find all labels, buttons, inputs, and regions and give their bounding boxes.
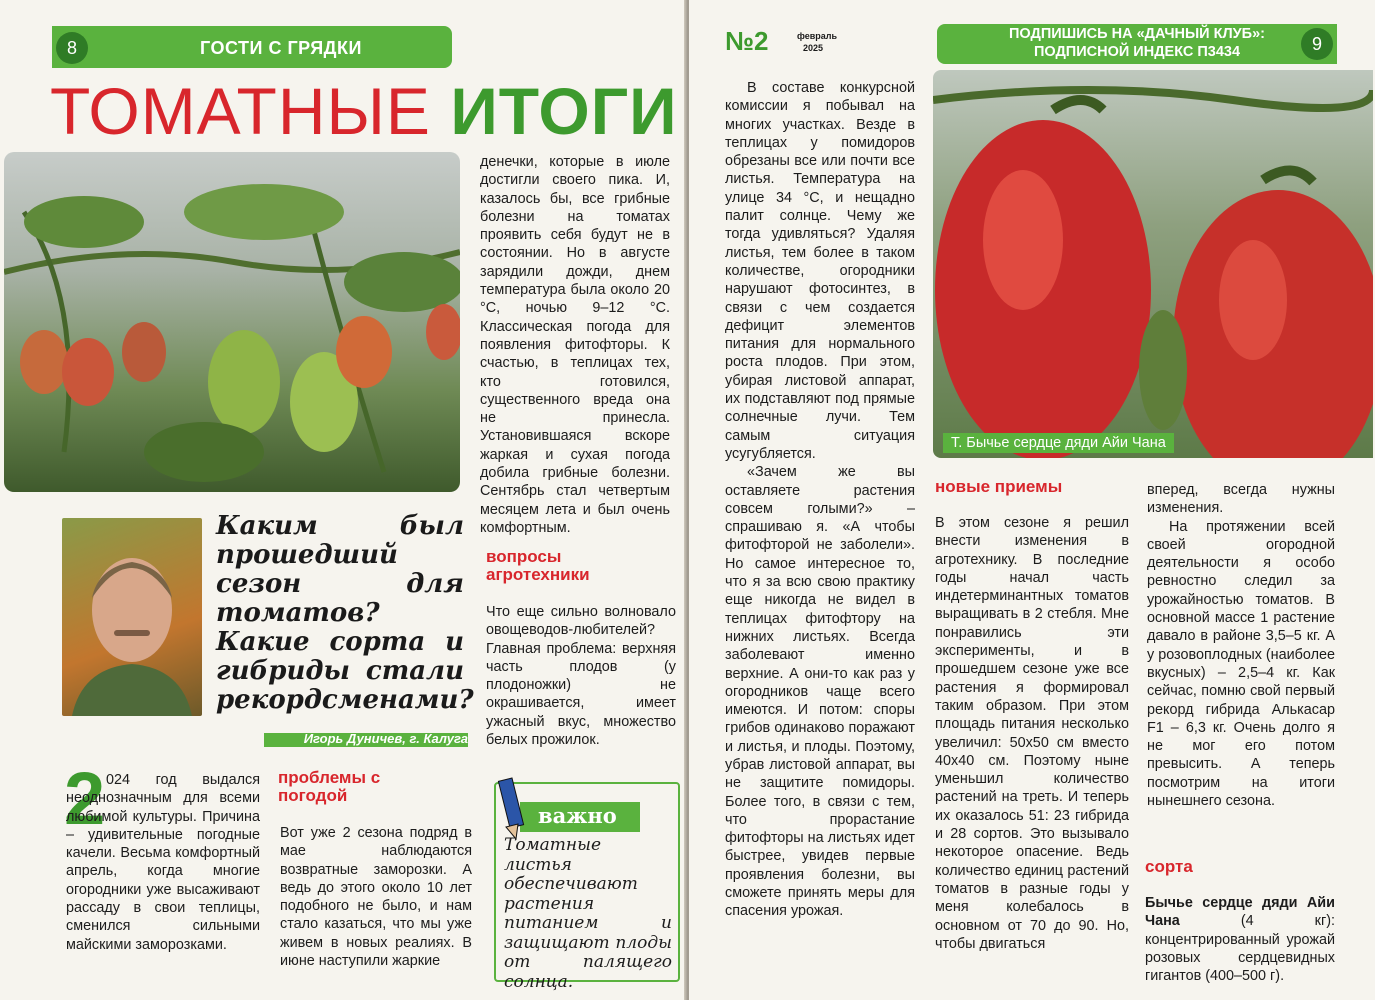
sort-text: (4 кг): концентрированный урожай розовых сердцевидных гигантов (400–500 г).	[1145, 913, 1335, 985]
sort-name: Бычье сердце дяди Айи Чана	[1145, 895, 1335, 930]
title-green: ИТОГИ	[450, 74, 678, 148]
right-text-col-1: В составе конкурсной комиссии я побывал на многих участках. Везде в теплицах у помидоров обрезаны все или почти все листья. Температура на улице 34 °С, и нещадно палит солнце. Чему же тогда удивляться? Удаляя листья, тем более в таком количестве, огородники нарушают фотосинтез, в связи с чем создается дефицит элементов питания для нормального роста плодов. При этом, убирая листовой аппарат, их подставляют под прямые солнечные лучи. Тем самым ситуация усугубляется. «Зачем же вы оставляете растения совсем голыми?» – спрашиваю я. «А чтобы фитофторой не заболели». Но самое интересное то, что я за всю свою практику еще никогда не видел в теплицах фитофтору на нижних листьях. Всегда заболевают именно верхние. А они-то как раз у огородников чаще всего имеются. И потом: споры грибов одинаково поражают и листья, и плоды. Поэтому, убрав листовой аппарат, вы не защитите помидоры. Более того, в связи с тем, что прорастание фитофторы на листьях идет быстрее, увидев первые проявления болезни, вы сможете принять меры для спасения урожая.	[725, 80, 915, 920]
author-byline: Игорь Дуничев, г. Калуга	[303, 731, 468, 746]
text-col-2: Вот уже 2 сезона подряд в мае наблюдаются возвратные заморозки. А ведь до этого около 10 лет подобного не было, и нам стало казаться, что мы уже живем в новых реалиях. В июне наступили жаркие	[280, 825, 472, 970]
photo-caption: Т. Бычье сердце дяди Айи Чана	[943, 433, 1174, 453]
page-number-right: 9	[1301, 28, 1333, 60]
tomato-plants-illustration	[4, 152, 460, 492]
left-page	[0, 0, 686, 1000]
subhead-new-methods: новые приемы	[935, 477, 1063, 496]
text-col-3: Что еще сильно волновало овощеводов-любителей? Главная проблема: верхняя часть плодов (у плодоножки) не окрашивается, имеет ужасный вкус, множество белых прожилок.	[486, 604, 676, 749]
author-portrait	[62, 518, 202, 716]
tomato-fruits-illustration	[933, 70, 1373, 458]
text-col-top-right: денечки, которые в июле достигли своего пика. И, казалось бы, все грибные болезни на томатах проявить себя будут не в состоянии. Но в августе зарядили дожди, днем температура была около 20 °С, ночью 9–12 °С. Классическая погода для появления фитофторы. К счастью, в теплицах тех, кто готовился, существенного вреда она не принесла. Установившаяся вскоре жаркая и сухая погода добила грибные болезни. Сентябрь стал четвертым месяцем лета и был очень комфортным.	[480, 154, 670, 536]
page-number-left: 8	[56, 32, 88, 64]
title-red: ТОМАТНЫЕ	[50, 74, 431, 148]
rubric-label: ГОСТИ С ГРЯДКИ	[200, 38, 362, 58]
lead-question: Каким был прошедший сезон для томатов? Какие сорта и гибриды стали рекордсменами?	[216, 511, 474, 715]
author-photo	[62, 518, 202, 716]
subhead-agro: вопросы агротехники	[486, 547, 590, 584]
subhead-sorts: сорта	[1145, 857, 1193, 876]
right-text-col-2: В этом сезоне я решил внести изменения в агротехнику. В последние годы начал часть индетерминантных томатов выращивать в 2 стебля. Мне понравились эти эксперименты, и в прошедшем сезоне уже все растения я формировал таким образом. При этом площадь питания несколько увеличил: 50х50 см вместо 40х40 см. Поэтому ныне уменьшил количество растений на треть. И теперь их оказалось 51: 23 гибрида и 28 сортов. Это вызывало некоторое опасение. Ведь количество единиц растений томатов в разные годы у меня колебалось в основном от 70 до 90. Но, чтобы двигаться	[935, 515, 1129, 952]
issue-month: февраль	[797, 31, 838, 41]
page-title	[50, 74, 678, 148]
subscribe-line-2: ПОДПИСНОЙ ИНДЕКС П3434	[1033, 44, 1241, 60]
important-text: Томатные листья обеспечивают растения питанием и защищают плоды от палящего солнца.	[504, 835, 672, 992]
subscribe-line-1: ПОДПИШИСЬ НА «ДАЧНЫЙ КЛУБ»:	[1009, 26, 1265, 42]
bull-heart-tomato-photo	[933, 70, 1373, 458]
issue-number: №2	[725, 26, 769, 56]
dropcap: 2	[64, 757, 106, 840]
right-text-col-3: вперед, всегда нужны изменения. На протяжении всей своей огородной деятельности я особо ревностно следил за урожайностью томатов. В основной массе 1 растение давало в районе 3,5–5 кг. А у розовоплодных (наиболее вкусных) – 2,5–4 кг. Как сейчас, помню свой первый рекорд гибрида Алькасар F1 – 6,3 кг. Очень долго я не мог его потом превысить. А теперь посмотрим на итоги нынешнего сезона.	[1147, 482, 1335, 810]
right-page	[689, 0, 1375, 1000]
tomato-greenhouse-photo	[4, 152, 460, 492]
sort-description	[1145, 894, 1335, 985]
issue-year: 2025	[803, 43, 824, 53]
subhead-weather: проблемы с погодой	[278, 768, 381, 805]
important-title: важно	[538, 803, 617, 828]
text-col-1: 024 год выдался неоднозначным для всеми любимой культуры. Причина – удивительные погодные качели. Весьма комфортный апрель, когда многие огородники уже высаживают рассаду в свои теплицы, сменился сильными майскими заморозками.	[66, 772, 260, 953]
